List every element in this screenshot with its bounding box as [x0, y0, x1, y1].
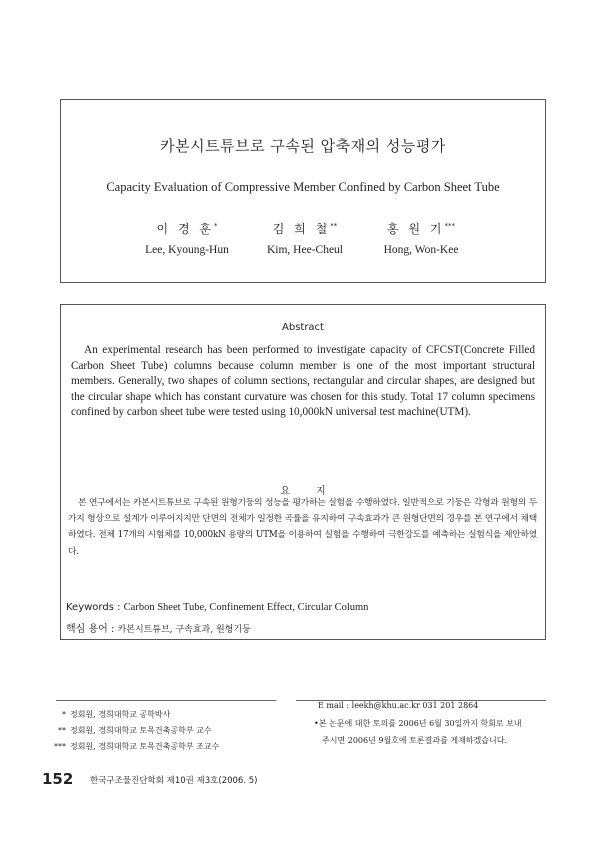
- author-2-mark: **: [330, 222, 338, 230]
- keywords-korean: 핵심 용어 : 카본시트튜브, 구속효과, 원형기둥: [66, 624, 251, 635]
- abstract-box: [60, 304, 546, 640]
- summary-text: 본 연구에서는 카본시트튜브로 구속된 원형기둥의 성능을 평가하는 실험을 수행하였다. 일반적으로 기둥은 각형과 원형의 두 가지 형상으로 설계가 이루어지지만 단면의 전체가 일정한 곡률을 유지하여 구속효과가 큰 원형단면의 경우를 본 연구에서 채택하였다. 전체 17개의 시험체를 10,000kN 용량의 UTM을 이용하여 실험을 수행하여 극한강도를 예측하는 실험식을 제안하였다.: [68, 498, 537, 557]
- author-1-mark: *: [213, 222, 218, 230]
- author-1-name-en: Lee, Kyoung-Hun: [145, 244, 229, 256]
- footnote-rule-left: [56, 700, 276, 701]
- page-number: 152: [42, 770, 74, 788]
- discussion-notice-line-1: •본 논문에 대한 토의를 2006년 6월 30일까지 학회로 보내: [314, 719, 522, 728]
- keywords-ko-value: 카본시트튜브, 구속효과, 원형기둥: [117, 625, 251, 635]
- keywords-english: Keywords : Carbon Sheet Tube, Confinement Effect, Circular Column: [66, 602, 369, 613]
- author-3-mark: ***: [444, 222, 455, 230]
- summary-heading: 요지: [280, 486, 352, 497]
- abstract-heading: Abstract: [282, 322, 324, 333]
- title-box: [60, 99, 546, 283]
- author-3: [351, 220, 491, 256]
- author-3-name-ko: 홍 원 기***: [387, 222, 455, 236]
- contact-email: E mail : leekh@khu.ac.kr 031 201 2864: [318, 701, 479, 710]
- abstract-text: An experimental research has been performed to investigate capacity of CFCST(Concrete Filled Carbon Sheet Tube) columns because column member is one of the most important structural members. Generally, two shapes of column sections, rectangular and circular shapes, are designed but the circular shape which has constant curvature was chosen for this study. Total 17 column specimens confined by carbon sheet tube were tested using 10,000kN universal test machine(UTM).: [71, 344, 535, 419]
- footnote-1: * 정회원, 경희대학교 공학박사: [62, 710, 171, 719]
- author-3-name-en: Hong, Won-Kee: [383, 244, 459, 256]
- keywords-ko-label: 핵심 용어: [66, 624, 108, 635]
- footnote-2: ** 정회원, 경희대학교 토목건축공학부 교수: [58, 726, 212, 735]
- discussion-notice-line-2: 주시면 2006년 9월호에 토론결과를 게재하겠습니다.: [322, 736, 507, 745]
- journal-citation: 한국구조물진단학회 제10권 제3호(2006. 5): [90, 776, 258, 786]
- author-2-name-en: Kim, Hee-Cheul: [266, 244, 343, 256]
- author-2-name-ko: 김 희 철**: [272, 222, 338, 236]
- keywords-value: Carbon Sheet Tube, Confinement Effect, Circular Column: [123, 602, 369, 613]
- footnote-3: *** 정회원, 경희대학교 토목건축공학부 조교수: [54, 742, 220, 751]
- title-english: Capacity Evaluation of Compressive Member Confined by Carbon Sheet Tube: [106, 180, 500, 194]
- author-1-name-ko: 이 경 훈*: [156, 222, 218, 236]
- keywords-label: Keywords: [66, 602, 114, 613]
- title-korean: 카본시트튜브로 구속된 압축재의 성능평가: [160, 137, 446, 155]
